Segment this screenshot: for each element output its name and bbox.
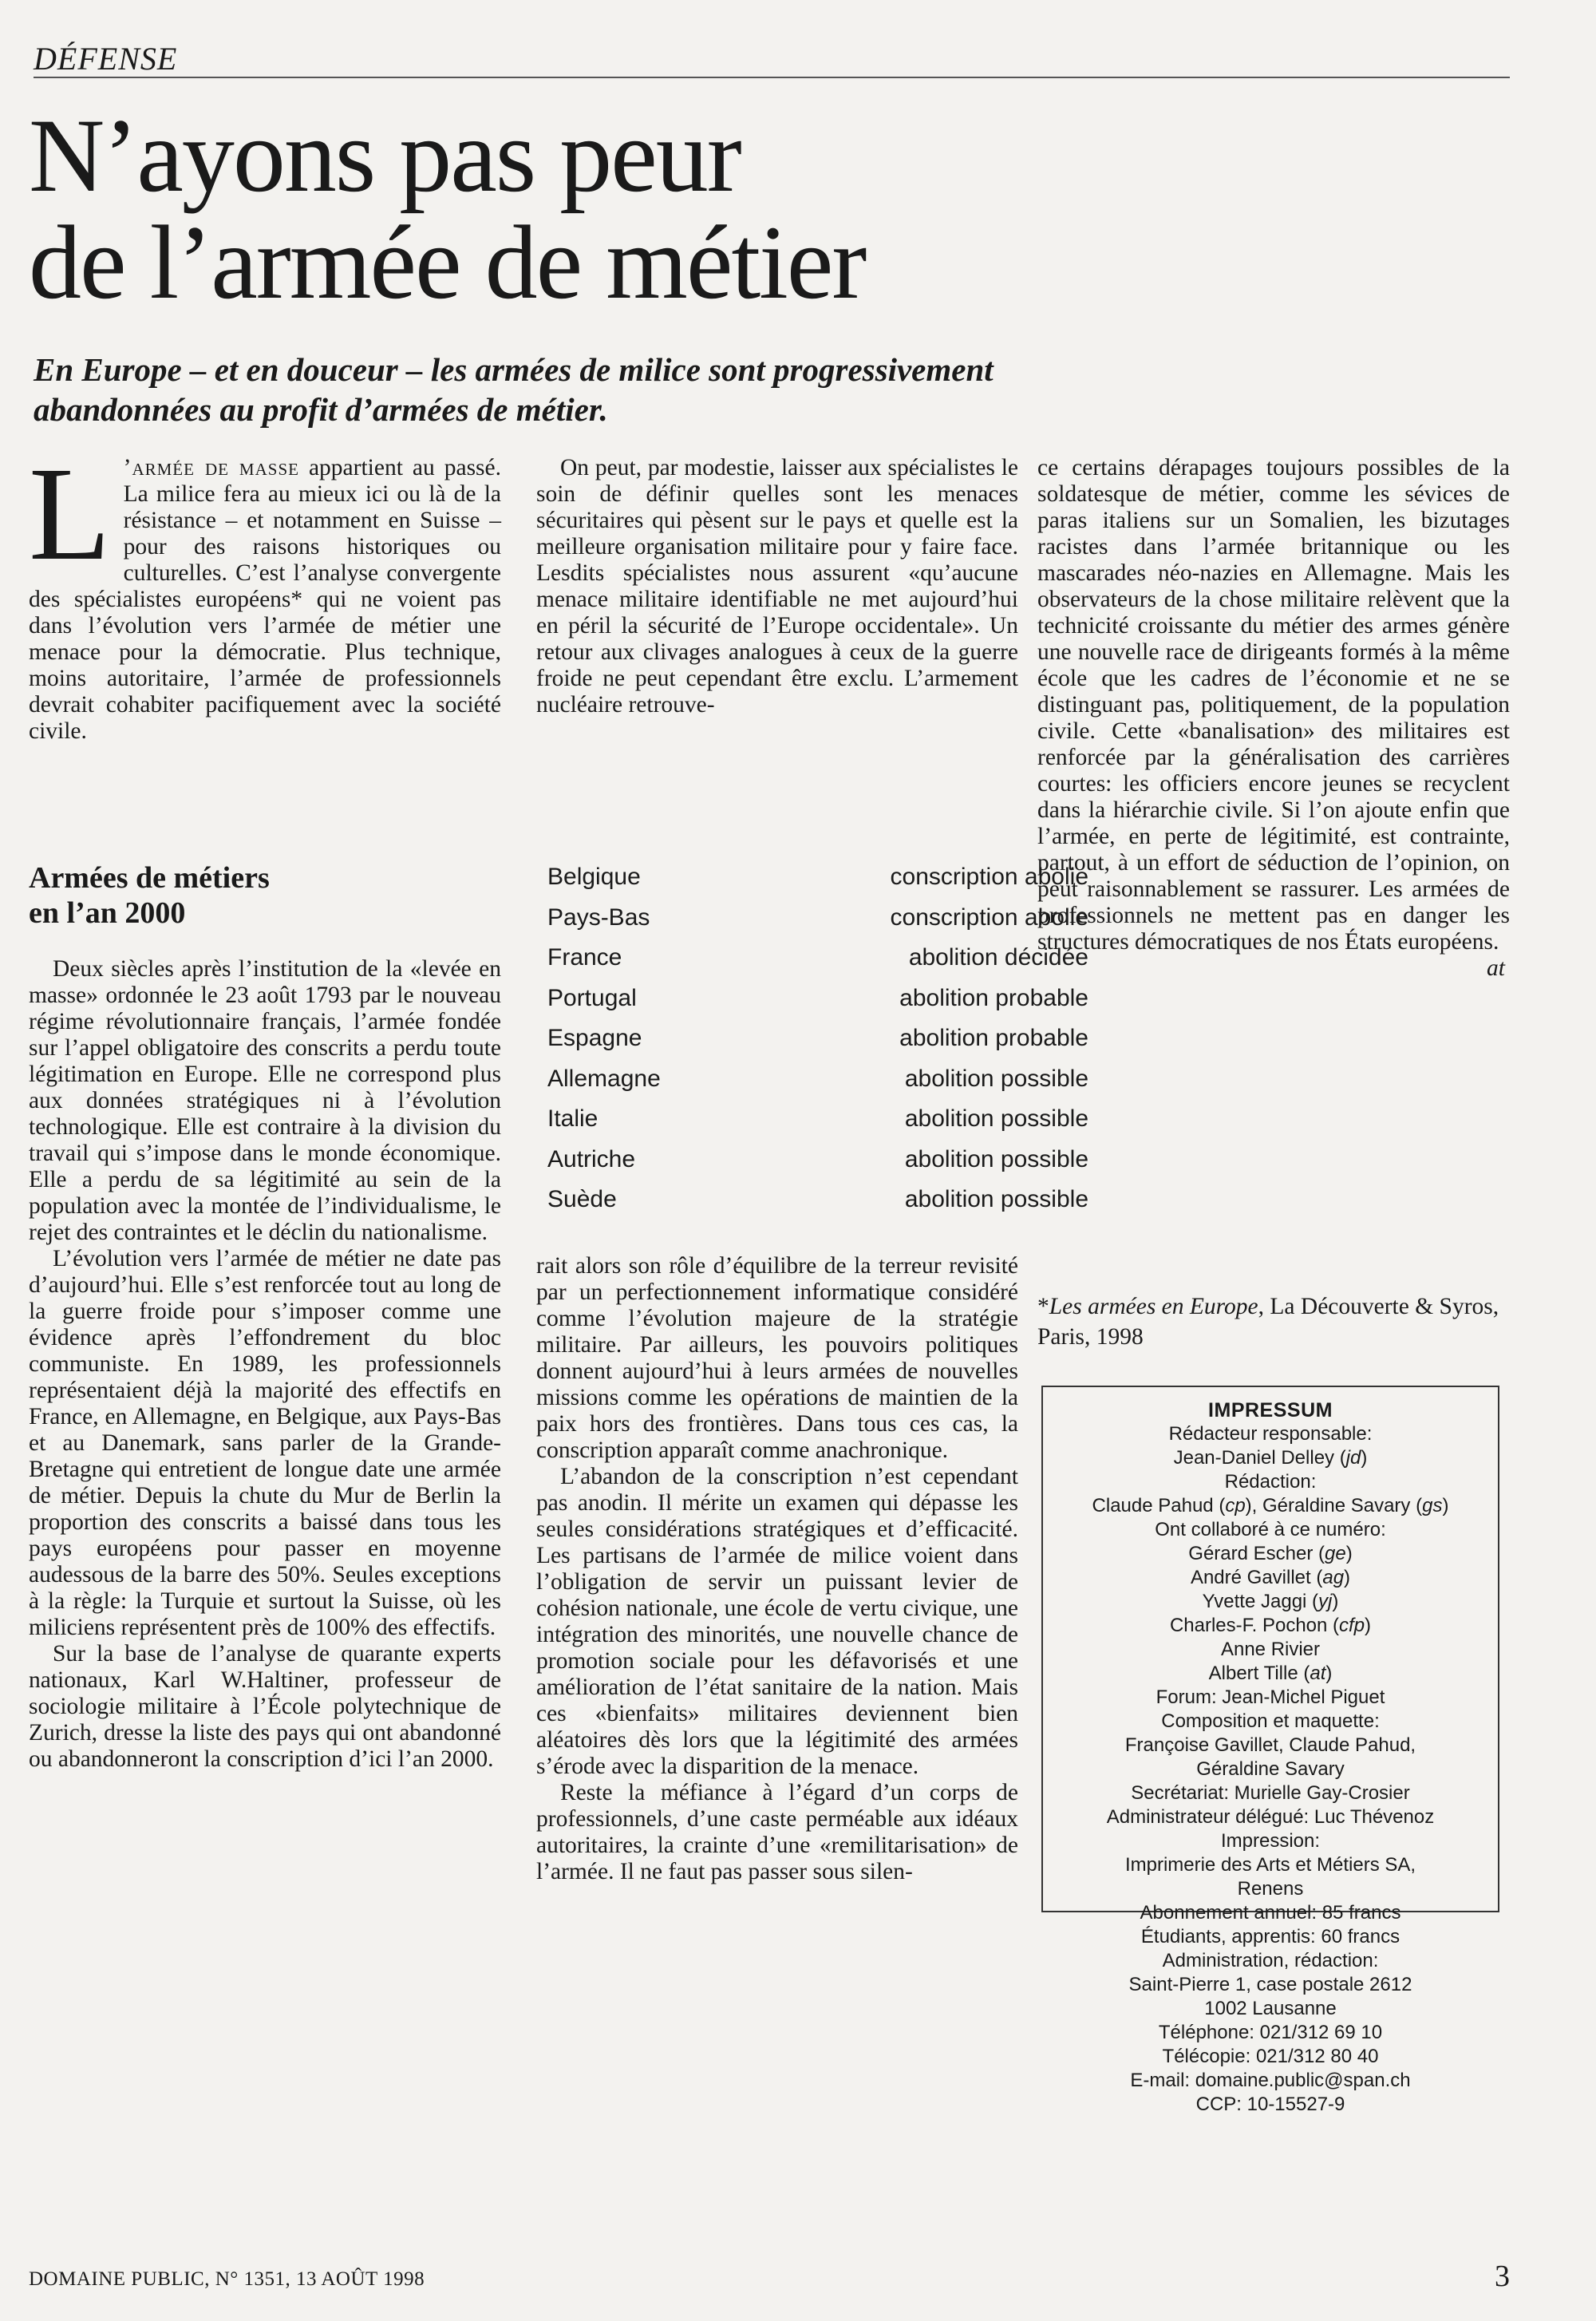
impressum-line: Secrétariat: Murielle Gay-Crosier — [1131, 1782, 1410, 1804]
impressum-line: Charles-F. Pochon (cfp) — [1169, 1615, 1372, 1636]
table-row — [547, 857, 1088, 898]
section-rule — [34, 77, 1510, 78]
footnote-marker: * — [1037, 1294, 1049, 1319]
table-cell-status: abolition probable — [899, 1025, 1088, 1051]
col2-paragraph: rait alors son rôle d’équilibre de la terreur revisité par un perfectionnement informatique considéré comme l’évolution majeure de la stratégie militaire. Par ailleurs, les pouvoirs politiques donnent aujourd’hui à leurs armées de nouvelles missions comme les opérations de maintien de la paix hors des frontières. Dans tous ces cas, la conscription apparaît comme anachronique. — [536, 1253, 1018, 1463]
table-cell-country: Suède — [547, 1186, 617, 1212]
dropcap: L — [29, 440, 111, 588]
dek-line-2: abandonnées au profit d’armées de métier. — [34, 391, 608, 428]
lead-smallcaps: ’armée de masse — [123, 455, 299, 480]
impressum-title: IMPRESSUM — [1208, 1399, 1333, 1421]
col3-paragraph — [1037, 455, 1510, 981]
impressum-line: Impression: — [1220, 1830, 1321, 1852]
impressum-line: Administrateur délégué: Luc Thévenoz — [1106, 1806, 1435, 1828]
impressum-line — [1051, 1446, 1490, 1470]
table-row — [547, 1140, 1088, 1180]
impressum-line: André Gavillet (ag) — [1190, 1567, 1351, 1588]
subhead-line-1: Armées de métiers — [29, 861, 270, 895]
subhead-line-2: en l’an 2000 — [29, 896, 186, 930]
impressum-line: Françoise Gavillet, Claude Pahud, — [1124, 1734, 1416, 1756]
footnote — [1037, 1291, 1510, 1352]
table-row — [547, 1180, 1088, 1220]
impressum-name: Jean-Daniel Delley (jd) — [1173, 1447, 1368, 1469]
page-number: 3 — [1495, 2260, 1510, 2293]
author-signature: at — [1487, 955, 1505, 981]
table-cell-status: abolition possible — [904, 1145, 1088, 1172]
impressum-line: 1002 Lausanne — [1204, 1998, 1337, 2019]
table-row — [547, 1059, 1088, 1100]
impressum-line: Géraldine Savary — [1196, 1758, 1345, 1780]
table-cell-country: Allemagne — [547, 1065, 661, 1092]
countries-table — [547, 857, 1088, 1220]
col2-paragraph: On peut, par modestie, laisser aux spécialistes le soin de définir quelles sont les menaces sécuritaires qui pèsent sur le pays et quelle est la meilleure organisation militaire pour y faire face. Lesdits spécialistes nous assurent «qu’aucune menace militaire identifiable ne met aujourd’hui en péril la sécurité de l’Europe occidentale». Un retour aux clivages analogues à ceux de la guerre froide ne peut cependant être exclu. L’armement nucléaire retrouve- — [536, 455, 1018, 718]
impressum-line: Yvette Jaggi (yj) — [1202, 1591, 1339, 1612]
footer-publication-info: DOMAINE PUBLIC, N° 1351, 13 AOÛT 1998 — [29, 2268, 425, 2290]
impressum-line: Anne Rivier — [1220, 1639, 1321, 1660]
table-cell-status: abolition possible — [904, 1105, 1088, 1132]
impressum-line: Rédaction: — [1224, 1471, 1317, 1493]
table-row — [547, 1099, 1088, 1140]
col1-paragraph: Sur la base de l’analyse de quarante experts nationaux, Karl W.Haltiner, professeur de sociologie militaire à l’École polytechnique de Zurich, dresse la liste des pays qui ont abandonné ou abandonneront la conscription d’ici l’an 2000. — [29, 1641, 501, 1772]
table-cell-status: abolition possible — [904, 1186, 1088, 1212]
table-cell-country: France — [547, 944, 622, 971]
impressum-line: Albert Tille (at) — [1208, 1663, 1333, 1684]
impressum-line: Téléphone: 021/312 69 10 — [1158, 2022, 1383, 2043]
headline-line-2: de l’armée de métier — [29, 204, 866, 321]
impressum-line: Étudiants, apprentis: 60 francs — [1140, 1926, 1400, 1947]
column-2-bottom — [536, 1253, 1018, 1885]
col2-paragraph: L’abandon de la conscription n’est cependant pas anodin. Il mérite un examen qui dépasse les seules considérations stratégiques et d’efficacité. Les partisans de l’armée de milice voient dans l’obligation de servir un puissant levier de cohésion nationale, une école de vertu civique, une intégration des minorités, une nouvelle chance de promotion sociale pour les défavorisés et une amélioration de l’état sanitaire de la nation. Mais ces «bienfaits» militaires deviennent bien aléatoires dès lors que la légitimité des armées s’érode avec la disparition de la menace. — [536, 1464, 1018, 1779]
impressum-box — [1041, 1386, 1499, 2115]
subhead — [29, 860, 501, 931]
impressum-line: CCP: 10-15527-9 — [1195, 2094, 1345, 2115]
impressum-line: E-mail: domaine.public@span.ch — [1130, 2070, 1411, 2091]
table-cell-country: Belgique — [547, 864, 641, 890]
lead-text: appartient au passé. La milice fera au mieux ici ou là de la résistance – et notamment en Suisse – pour des raisons historiques ou culturelles. C’est l’analyse convergente des spécialistes européens* qui ne voient pas dans l’évolution vers l’armée de métier une menace pour la démocratie. Plus technique, moins autoritaire, l’armée de professionnels devrait cohabiter pacifiquement avec la société civile. — [29, 455, 502, 744]
col1-paragraph: Deux siècles après l’institution de la «levée en masse» ordonnée le 23 août 1793 par le nouveau régime révolutionnaire français, l’armée fondée sur l’appel obligatoire des conscrits a perdu toute légitimation en Europe. Elle ne correspond plus aux données stratégiques ni à l’évolution technologique. Elle est contraire à la division du travail qui s’impose dans le monde économique. Elle a perdu de sa légitimité au sein de la population avec la montée de l’individualisme, le rejet des contraintes et le déclin du nationalisme. — [29, 956, 501, 1245]
column-1-body — [29, 956, 501, 1773]
impressum-line: Claude Pahud (cp), Géraldine Savary (gs) — [1092, 1495, 1449, 1516]
footnote-title: Les armées en Europe — [1049, 1294, 1258, 1319]
col3-text: ce certains dérapages toujours possibles de la soldatesque de métier, comme les sévices de paras italiens sur un Somalien, les bizutages racistes dans l’armée britannique ou les mascarades néo-nazies en Allemagne. Mais les observateurs de la chose militaire relèvent que la technicité croissante du métier des armes génère une nouvelle race de dirigeants formés à la même école que les cadres de l’économie et ne se distinguant pas, politiquement, de la population civile. Cette «banalisation» des militaires est renforcée par la généralisation des carrières courtes: les officiers encore jeunes se recyclent dans la hiérarchie civile. Si l’on ajoute enfin que l’armée, en perte de légitimité, est contrainte, partout, à un effort de séduction de l’opinion, on peut raisonnablement se rassurer. Les armées de professionnels ne mettent pas en danger les structures démocratiques de nos États européens. — [1037, 455, 1510, 955]
impressum-line: Télécopie: 021/312 80 40 — [1162, 2046, 1379, 2067]
table-cell-status: abolition décidée — [908, 944, 1088, 971]
table-cell-country: Autriche — [547, 1145, 636, 1172]
table-cell-status: conscription abolie — [890, 864, 1088, 890]
impressum-line: Gérard Escher (ge) — [1188, 1543, 1353, 1564]
table-cell-country: Espagne — [547, 1025, 642, 1051]
table-cell-status: abolition possible — [904, 1065, 1088, 1092]
table-cell-status: conscription abolie — [890, 903, 1088, 931]
table-cell-country: Portugal — [547, 984, 637, 1011]
headline-line-1: N’ayons pas peur — [29, 97, 741, 214]
dek-line-1: En Europe – et en douceur – les armées de milice sont progressivement — [34, 351, 994, 388]
impressum-line: Renens — [1237, 1878, 1304, 1900]
dek — [34, 350, 1326, 429]
table-row — [547, 938, 1088, 979]
column-3-body — [1037, 455, 1510, 982]
impressum-line: Ont collaboré à ce numéro: — [1155, 1519, 1386, 1540]
footnote-rest: , La Découverte & Syros, Paris, 1998 — [1037, 1294, 1499, 1350]
lead-paragraph — [29, 440, 502, 745]
table-row — [547, 1018, 1088, 1059]
table-row — [547, 979, 1088, 1019]
impressum-line: Abonnement annuel: 85 francs — [1140, 1902, 1401, 1924]
section-label: DÉFENSE — [34, 41, 178, 77]
impressum-line: Forum: Jean-Michel Piguet — [1156, 1686, 1385, 1708]
impressum-line: Composition et maquette: — [1161, 1710, 1380, 1732]
column-2-top — [536, 455, 1018, 718]
col2-paragraph: Reste la méfiance à l’égard d’un corps de professionnels, d’une caste perméable aux idéaux autoritaires, la crainte d’une «remilitarisation» de l’armée. Il ne faut pas passer sous silen- — [536, 1780, 1018, 1884]
table-cell-country: Pays-Bas — [547, 903, 650, 931]
impressum-line: Rédacteur responsable: — [1168, 1423, 1373, 1445]
table-cell-status: abolition probable — [899, 984, 1088, 1011]
impressum-line: Imprimerie des Arts et Métiers SA, — [1124, 1854, 1416, 1876]
impressum-line: Administration, rédaction: — [1162, 1950, 1379, 1971]
impressum-line: Saint-Pierre 1, case postale 2612 — [1128, 1974, 1412, 1995]
table-row — [547, 898, 1088, 939]
headline — [29, 97, 866, 321]
lead-paragraph-block — [29, 440, 502, 745]
table-cell-country: Italie — [547, 1105, 598, 1132]
col1-paragraph: L’évolution vers l’armée de métier ne date pas d’aujourd’hui. Elle s’est renforcée tout au long de la guerre froide pour s’imposer comme une évidence après l’effondrement du bloc communiste. En 1989, les professionnels représentaient déjà la majorité des effectifs en France, en Allemagne, en Belgique, aux Pays-Bas et au Danemark, sans parler de la Grande-Bretagne qui entretient de longue date une armée de métier. Depuis la chute du Mur de Berlin la proportion des conscrits a baissé dans tous les pays européens pour passer en moyenne audessous de la barre des 50%. Seules exceptions à la règle: la Turquie et surtout la Suisse, où les miliciens représentent près de 100% des effectifs. — [29, 1246, 501, 1640]
